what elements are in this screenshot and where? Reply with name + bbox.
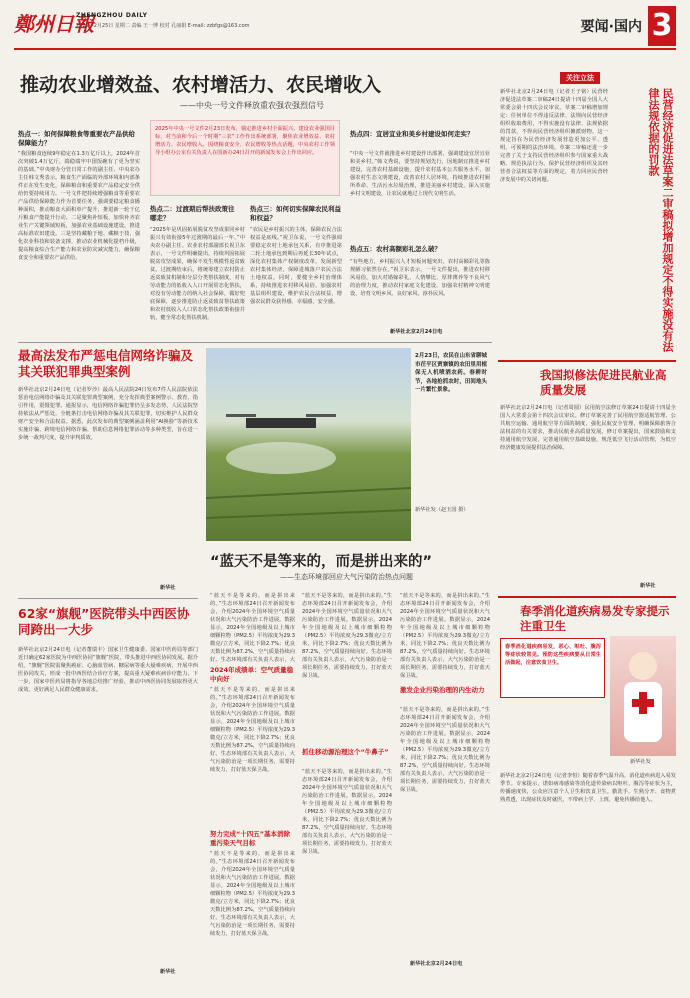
ecology-subtitle: ——生态环境部回应大气污染防治热点问题	[280, 573, 413, 581]
ecology-byline: 新华社北京2月24日电	[410, 961, 463, 967]
ecology-text-col1c: “蓝天不是等来的，而是拼出来的。”生态环境部24日召开新闻发布会，介绍2024年全国环境空气质量状况和大气污染防治工作进展。数据显示，2024年全国地级及以上城市细颗粒物（PM2.5）平均浓度为29.3微克/立方米，同比下降2.7%；优良天数比例为87.2%，空气质量持续向好。生态环境部有关负责人表示，大气污染防治是一项长期任务，需要持续发力，打好蓝天保卫战。	[210, 851, 295, 937]
aviation-text: 新华社北京2月24日电（记者周圆）民用航空法修订草案24日提请十四届全国人大常委会第十四次会议审议。修订草案完善了民用航空器适航管理、公共航空运输、通用航空等方面的制度，强化民航安全管理，明确保障旅客合法权益的有关要求，推动民航业高质量发展。修订草案提出，国家鼓励和支持通用航空发展，完善通用航空基础设施，规范低空飞行活动管理，为低空经济健康发展提供法治保障。	[500, 405, 676, 451]
drone-rotor-right	[306, 414, 336, 417]
ecology-h2: 抓住移动源治理这个“牛鼻子”	[302, 748, 389, 756]
drone-body	[246, 418, 316, 428]
ecology-text-col2b: “蓝天不是等来的，而是拼出来的。”生态环境部24日召开新闻发布会，介绍2024年全国环境空气质量状况和大气污染防治工作进展。数据显示，2024年全国地级及以上城市细颗粒物（PM2.5）平均浓度为29.3微克/立方米，同比下降2.7%；优良天数比例为87.2%，空气质量持续向好。生态环境部有关负责人表示，大气污染防治是一项长期任务，需要持续发力，打好蓝天保卫战。	[302, 769, 392, 855]
drone-illustration	[206, 348, 411, 541]
newspaper-logo: 鄭州日報	[14, 12, 94, 36]
lead-q5-text: “有些地方，乡村振兴人才短板问题突出，农村高额彩礼等陈规陋习依然存在。”祝卫东表示，一号文件提出，推进农村移风易俗，加大对婚嫁彩礼、人情攀比、厚葬薄养等不良风气的治理力度，推动农村家庭文化建设，加强农村精神文明建设，培育文明乡风、良好家风、淳朴民风。	[350, 259, 490, 297]
lead-q2-text: “2025年是巩固拓展脱贫攻坚成果同乡村振兴有效衔接5年过渡期的最后一年。”中央农办副主任、农业农村部副部长祝卫东表示，一号文件明确提出，持续巩固拓展脱贫攻坚成果，确保不发生规模性返贫致贫。过渡期结束后，将统筹建立农村防止返贫致贫机制和分层分类帮扶制度，对有劳动能力的低收入人口开展常态化帮扶，对没有劳动能力的纳入社会保障，做好兜底保障，逐步推进防止返贫致贫帮扶政策和农村低收入人口常态化帮扶政策衔接并轨，健全常态化帮扶机制。	[150, 227, 245, 321]
spring-headline: 春季消化道疾病易发专家提示注重卫生	[520, 604, 670, 633]
lead-q4-text: “中央一号文件就推进乡村建设作出部署，强调建设宜居宜业和美乡村。”韩文秀说，要坚持规划先行，因地制宜推进乡村建设，完善农村基础设施，提升农村基本公共服务水平，加强农村生态文明建设，改善农村人居环境，持续推进农村厕所革命、生活污水垃圾治理，推进美丽乡村建设，深入实施乡村文明建设，让农民就地过上现代文明生活。	[350, 151, 490, 197]
lead-q1-title: 热点一：如何保障粮食等重要农产品供给保障能力？	[18, 130, 135, 147]
lead-q4-title: 热点四：宜居宜业和美乡村建设如何走实？	[350, 130, 474, 138]
page-number: 3	[648, 6, 676, 46]
section-name: 要闻·国内	[580, 19, 642, 35]
field-row	[206, 488, 411, 498]
spring-text: 新华社北京2月24日电（记者李恒）随着春季气温升高，消化道疾病进入易发季节。专家提示，诺如病毒感染等消化道传染病以呕吐、腹泻等症状为主，传播速度快，公众应注意个人卫生和饮食卫生。勤洗手、生熟分开、食物煮熟煮透，出现症状及时就医，不带病上学、上班，避免传播给他人。	[500, 773, 676, 803]
aviation-headline: 我国拟修法促进民航业高质量发展	[540, 368, 667, 397]
ecology-text-col3: “蓝天不是等来的，而是拼出来的。”生态环境部24日召开新闻发布会，介绍2024年全国环境空气质量状况和大气污染防治工作进展。数据显示，2024年全国地级及以上城市细颗粒物（PM2.5）平均浓度为29.3微克/立方米，同比下降2.7%；优良天数比例为87.2%，空气质量持续向好。生态环境部有关负责人表示，大气污染防治是一项长期任务，需要持续发力，打好蓝天保卫战。	[400, 593, 490, 679]
ecology-h1: 2024年成绩单：空气质量稳中向好	[210, 666, 294, 683]
right-divider	[498, 360, 676, 362]
photo-byline: 新华社发（赵玉国 摄）	[415, 507, 469, 513]
fraud-headline: 最高法发布严惩电信网络诈骗及其关联犯罪典型案例	[18, 348, 194, 379]
spring-callout-box	[500, 638, 605, 698]
lead-bottom-rule	[18, 342, 492, 343]
tcm-text: 新华社北京2月24日电（记者董瑞丰）国家卫生健康委、国家中医药局等部门近日确定62家医院为中西医协同“旗舰”医院，带头推进中西医协同发展。据介绍，“旗舰”医院需聚焦癌症、心脑血管病、糖尿病等重大疑难疾病，开展中西医协同攻关，形成一批中西医结合诊疗方案，提高重大疑难疾病诊疗能力。下一步，国家中医药局将指导各地总结推广经验，推动中西医协同发展取得更大成效，更好满足人民群众健康需求。	[18, 647, 198, 693]
drone-rotor-left	[226, 414, 256, 417]
lead-q2-title: 热点二：过渡期后帮扶政策往哪走？	[150, 205, 235, 222]
farm-photo	[206, 348, 411, 541]
lead-q3-title: 热点三：如何切实保障农民利益和权益？	[250, 205, 341, 222]
tcm-headline: 62家“旗舰”医院带头中西医协同跨出一大步	[18, 606, 190, 637]
ecology-text-col2: “蓝天不是等来的，而是拼出来的。”生态环境部24日召开新闻发布会，介绍2024年全国环境空气质量状况和大气污染防治工作进展。数据显示，2024年全国地级及以上城市细颗粒物（PM2.5）平均浓度为29.3微克/立方米，同比下降2.7%；优良天数比例为87.2%，空气质量持续向好。生态环境部有关负责人表示，大气污染防治是一项长期任务，需要持续发力，打好蓝天保卫战。	[302, 593, 392, 679]
lead-q1-text: “我国粮食连续9年稳定在1.3万亿斤以上，2024年首次突破1.4万亿斤，端稳端牢中国饭碗有了更为坚实的基础。”中央财办分管日常工作的副主任、中央农办主任韩文秀表示。粮食生产面临的外部环境和内部条件正在发生变化，保障粮食和重要农产品稳定安全供给仍要持续用力。一号文件把持续增强粮食等重要农产品供给保障能力作为首要任务，强调要稳定粮食播种面积，推动粮食大面积单产提升，推进新一轮千亿斤粮食产能提升行动。二是聚焦补短板，加快补齐农业生产关键领域短板，加强农业基础设施建设，推进高标准农田建设。三是坚持藏粮于地、藏粮于技，强化农业科技和装备支撑，推动农业机械化提档升级，提高粮食综合生产能力和农业防灾减灾能力，确保粮食安全和重要农产品供给。	[18, 151, 140, 261]
ecology-h3: 激发企业污染治理的内生动力	[400, 686, 485, 694]
newspaper-logo-english: ZHENGZHOU DAILY	[76, 12, 148, 19]
fraud-byline: 新华社	[160, 585, 176, 591]
spring-illustration	[610, 636, 676, 756]
spring-callout: 春季消化道疾病易发，恶心、呕吐、腹泻等症状较常见。预防这些疾病要从日常生活做起，注意饮食卫生。	[505, 644, 601, 666]
lead-subtitle: ——中央一号文件释放重农强农强烈信号	[180, 101, 324, 110]
ecology-h4: 努力完成“十四五”基本消除重污染天气目标	[210, 830, 291, 847]
dateline: 2025年2月25日 星期二 责编 王一博 校对 孔丽娟 E-mail: zzbfgs@163.com	[76, 23, 250, 29]
lead-q3-text: “农民是乡村振兴的主体，保障农民合法权益是底线。”祝卫东说，一号文件强调要稳定农村土地承包关系，有序推进第二轮土地承包到期后再延长30年试点，深化农村集体产权制度改革，发展新型农村集体经济，保障进城落户农民合法土地权益。同时，要健全乡村治理体系，持续推进农村移风易俗，加强农村基层组织建设，维护农民合法权益，增强农民群众获得感、幸福感、安全感。	[250, 227, 342, 305]
rule-of-law-vertical-title: 民营经济促进法草案二审稿拟增加规定不得实施没有法律法规依据的罚款	[647, 88, 674, 352]
ecology-text-col1b: “蓝天不是等来的，而是拼出来的。”生态环境部24日召开新闻发布会，介绍2024年全国环境空气质量状况和大气污染防治工作进展。数据显示，2024年全国地级及以上城市细颗粒物（PM2.5）平均浓度为29.3微克/立方米，同比下降2.7%；优良天数比例为87.2%，空气质量持续向好。生态环境部有关负责人表示，大气污染防治是一项长期任务，需要持续发力，打好蓝天保卫战。	[210, 687, 295, 773]
ecology-headline: “蓝天不是等来的，而是拼出来的”	[210, 554, 433, 570]
spring-byline: 新华社发	[630, 759, 651, 765]
doctor-illustration	[610, 636, 676, 756]
ecology-text-col1: “蓝天不是等来的，而是拼出来的。”生态环境部24日召开新闻发布会，介绍2024年全国环境空气质量状况和大气污染防治工作进展。数据显示，2024年全国地级及以上城市细颗粒物（PM2.5）平均浓度为29.3微克/立方米，同比下降2.7%；优良天数比例为87.2%，空气质量持续向好。生态环境部有关负责人表示，大	[210, 593, 295, 662]
photo-caption: 2月23日，农民在山东省聊城市茌平区贾寨镇的农田里用植保无人机喷洒农药。春耕时节，各地抢抓农时，田间地头一片繁忙景象。	[415, 353, 487, 393]
lead-headline: 推动农业增效益、农村增活力、农民增收入	[20, 74, 382, 96]
rule-of-law-text: 新华社北京2月24日电（记者王子铭）民营经济促进法草案二审稿24日提请十四届全国人大常委会第十四次会议审议。草案二审稿增加规定：任何单位不得违反法律、法规向民营经济组织收取费用，不得实施没有法律、法规依据的罚款，不得向民营经济组织摊派财物。这一规定旨在为民营经济发展营造更加公平、透明、可预期的法治环境。草案二审稿还进一步完善了关于支持民营经济组织参与国家重大战略、规范执法行为、保护民营经济组织及其经营者合法权益等方面的规定，着力回应民营经济发展中的关切问题。	[500, 89, 608, 183]
tcm-byline: 新华社	[160, 969, 176, 975]
aviation-byline: 新华社	[640, 583, 656, 589]
spray-mist	[226, 442, 336, 474]
masthead	[14, 6, 676, 50]
tcm-top-rule	[18, 598, 198, 599]
lead-byline: 新华社北京2月24日电	[390, 329, 443, 335]
figure-head	[629, 652, 657, 680]
ecology-text-col3b: “蓝天不是等来的，而是拼出来的。”生态环境部24日召开新闻发布会，介绍2024年全国环境空气质量状况和大气污染防治工作进展。数据显示，2024年全国地级及以上城市细颗粒物（PM2.5）平均浓度为29.3微克/立方米，同比下降2.7%；优良天数比例为87.2%，空气质量持续向好。生态环境部有关负责人表示，大气污染防治是一项长期任务，需要持续发力，打好蓝天保卫战。	[400, 707, 490, 793]
lead-q5-title: 热点五：农村高额彩礼怎么破？	[350, 245, 441, 253]
rule-of-law-tag: 关注立法	[560, 72, 600, 84]
field-row	[206, 510, 411, 518]
right-divider-2	[498, 596, 676, 598]
fraud-text: 新华社北京2月24日电（记者罗沙）最高人民法院24日发布7件人民法院依法惩治电信网络诈骗及其关联犯罪典型案例，充分发挥典型案例警示、教育、指引作用，震慑犯罪。通报显示，电信网络诈骗犯罪仍呈多发态势，人民法院坚持依法从严惩处，全链条打击电信网络诈骗及其关联犯罪，切实维护人民群众财产安全和合法权益。据悉，此次发布的典型案例涵盖利用“AI换脸”等新技术实施诈骗、跨境电信网络诈骗、帮助信息网络犯罪活动等多种类型，旨在进一步统一裁判尺度，提升审判质效。	[18, 387, 198, 441]
red-cross-horizontal	[632, 699, 654, 707]
lead-intro: 2025年中央一号文件2月23日发布，锚定推进乡村全面振兴、建设农业强国目标，对当前和今后一个时期“三农”工作作出系统部署，聚焦农业增效益、农村增活力、农民增收入。围绕粮食安全、农民增收等热点话题，中央农村工作领导小组办公室有关负责人在国新办24日召开的新闻发布会上作出回应。	[150, 120, 340, 196]
